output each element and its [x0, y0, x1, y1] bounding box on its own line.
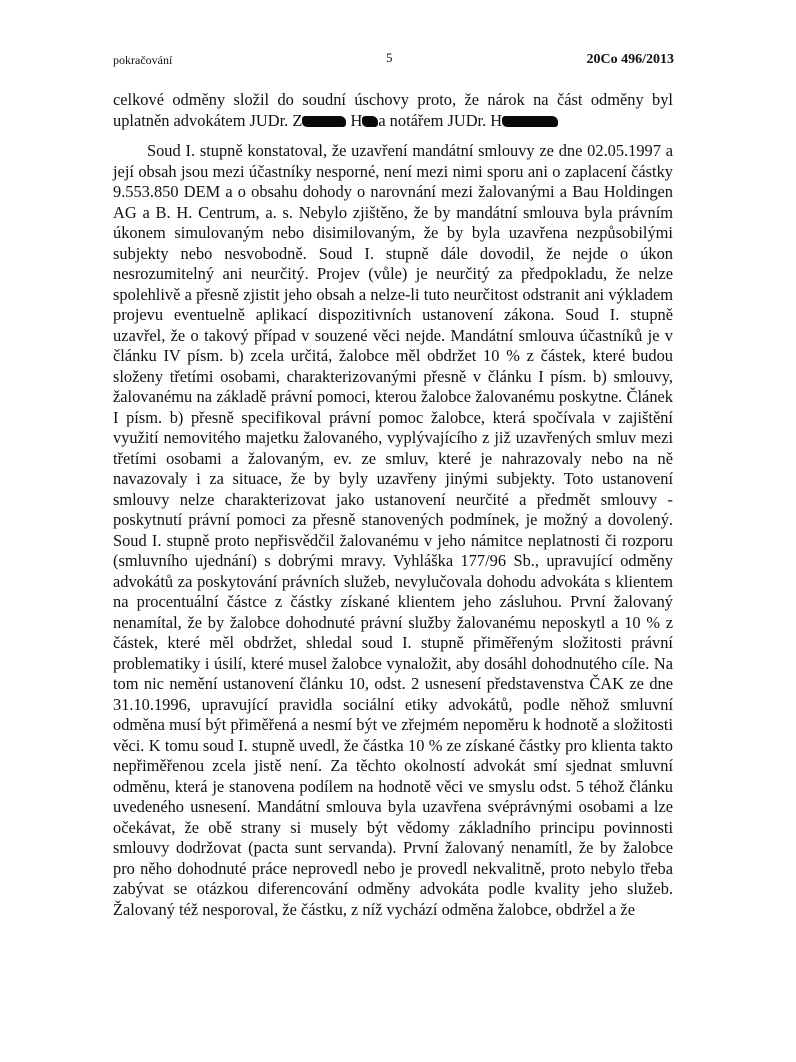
page-number: 5 — [386, 50, 393, 65]
redaction-mark — [362, 116, 378, 127]
paragraph-continuation-line-2 — [113, 111, 673, 132]
page-header — [113, 50, 673, 70]
line2-text-c: a notářem JUDr. H — [378, 110, 503, 130]
line2-text-b: H — [350, 110, 363, 130]
line2-text-a: uplatněn advokátem JUDr. Z — [113, 110, 303, 130]
redaction-mark — [502, 116, 558, 127]
paragraph-continuation-line-1: celkové odměny složil do soudní úschovy proto, že nárok na část odměny byl — [113, 90, 673, 109]
redaction-mark — [302, 116, 346, 127]
paragraph-continuation — [113, 90, 673, 131]
case-number: 20Co 496/2013 — [586, 52, 674, 67]
paragraph-court-findings: Soud I. stupně konstatoval, že uzavření mandátní smlouvy ze dne 02.05.1997 a její obsah jsou mezi účastníky nesporné, není mezi nimi sporu ani o zaplacení částky 9.553.850 DEM a o obsahu dohody o narovnání mezi žalovanými a Bau Holdingen AG a B. H. Centrum, a. s. Nebylo zjištěno, že by mandátní smlouva byla právním úkonem simulovaným nebo disimilovaným, že by byla uzavřena nezpůsobilými subjekty nebo nesvobodně. Soud I. stupně dále dovodil, že nejde o úkon nesrozumitelný ani neurčitý. Projev (vůle) je neurčitý za předpokladu, že nelze spolehlivě a přesně zjistit jeho obsah a nelze-li tuto neurčitost odstranit ani výkladem projevu eventuelně aplikací dispozitivních ustanovení zákona. Soud I. stupně uzavřel, že o takový případ v souzené věci nejde. Mandátní smlouva účastníků je v článku IV písm. b) zcela určitá, žalobce měl obdržet 10 % z částek, které budou složeny třetími osobami, charakterizovanými přesně v článku I písm. b) smlouvy, žalovanému na základě právní pomoci, kterou žalobce žalovanému poskytne. Článek I písm. b) přesně specifikoval právní pomoc žalobce, která spočívala v zajištění využití nemovitého majetku žalovaného, vyplývajícího z již uzavřených smluv mezi třetími osobami a žalovaným, ev. ze smluv, které je nahrazovaly nebo na ně navazovaly i za situace, že by byly uzavřeny jinými subjekty. Toto ustanovení smlouvy nelze charakterizovat jako ustanovení neurčité a předmět smlouvy - poskytnutí právní pomoci za přesně stanovených podmínek, je možný a dovolený. Soud I. stupně proto nepřisvědčil žalovanému v jeho námitce neplatnosti či rozporu (smluvního ujednání) s dobrými mravy. Vyhláška 177/96 Sb., upravující odměny advokátů za poskytování právních služeb, nevylučovala dohodu advokáta s klientem na procentuální částce z částky získané klientem jeho zásluhou. První žalovaný nenamítal, že by žalobce dohodnuté právní služby žalovanému neposkytl a 10 % z částek, které měl obdržet, shledal soud I. stupně přiměřeným složitosti právní problematiky i úsilí, které musel žalobce vynaložit, aby dosáhl dohodnutého cíle. Na tom nic nemění ustanovení článku 10, odst. 2 usnesení představenstva ČAK ze dne 31.10.1996, upravující pravidla sociální etiky advokátů, podle něhož smluvní odměna musí být přiměřená a nesmí být ve zřejmém nepoměru k hodnotě a složitosti věci. K tomu soud I. stupně uvedl, že částka 10 % ze získané částky pro klienta takto nepřiměřenou zcela jistě není. Za těchto okolností advokát smí sjednat smluvní odměnu, která je stanovena podílem na hodnotě věci ve smyslu odst. 5 téhož článku uvedeného usnesení. Mandátní smlouva byla uzavřena svéprávnými osobami a lze očekávat, že obě strany si musely být vědomy základního principu povinnosti smlouvy dodržovat (pacta sunt servanda). První žalovaný nenamítl, že by žalobce pro něho dohodnuté práce neprovedl nebo je provedl nekvalitně, proto nebylo třeba zabývat se otázkou diferencování odměny advokáta podle kvality jeho služeb. Žalovaný též nesporoval, že částku, z níž vychází odměna žalobce, obdržel a že — [113, 141, 673, 919]
continuation-label: pokračování — [113, 53, 173, 67]
document-body — [113, 90, 673, 920]
